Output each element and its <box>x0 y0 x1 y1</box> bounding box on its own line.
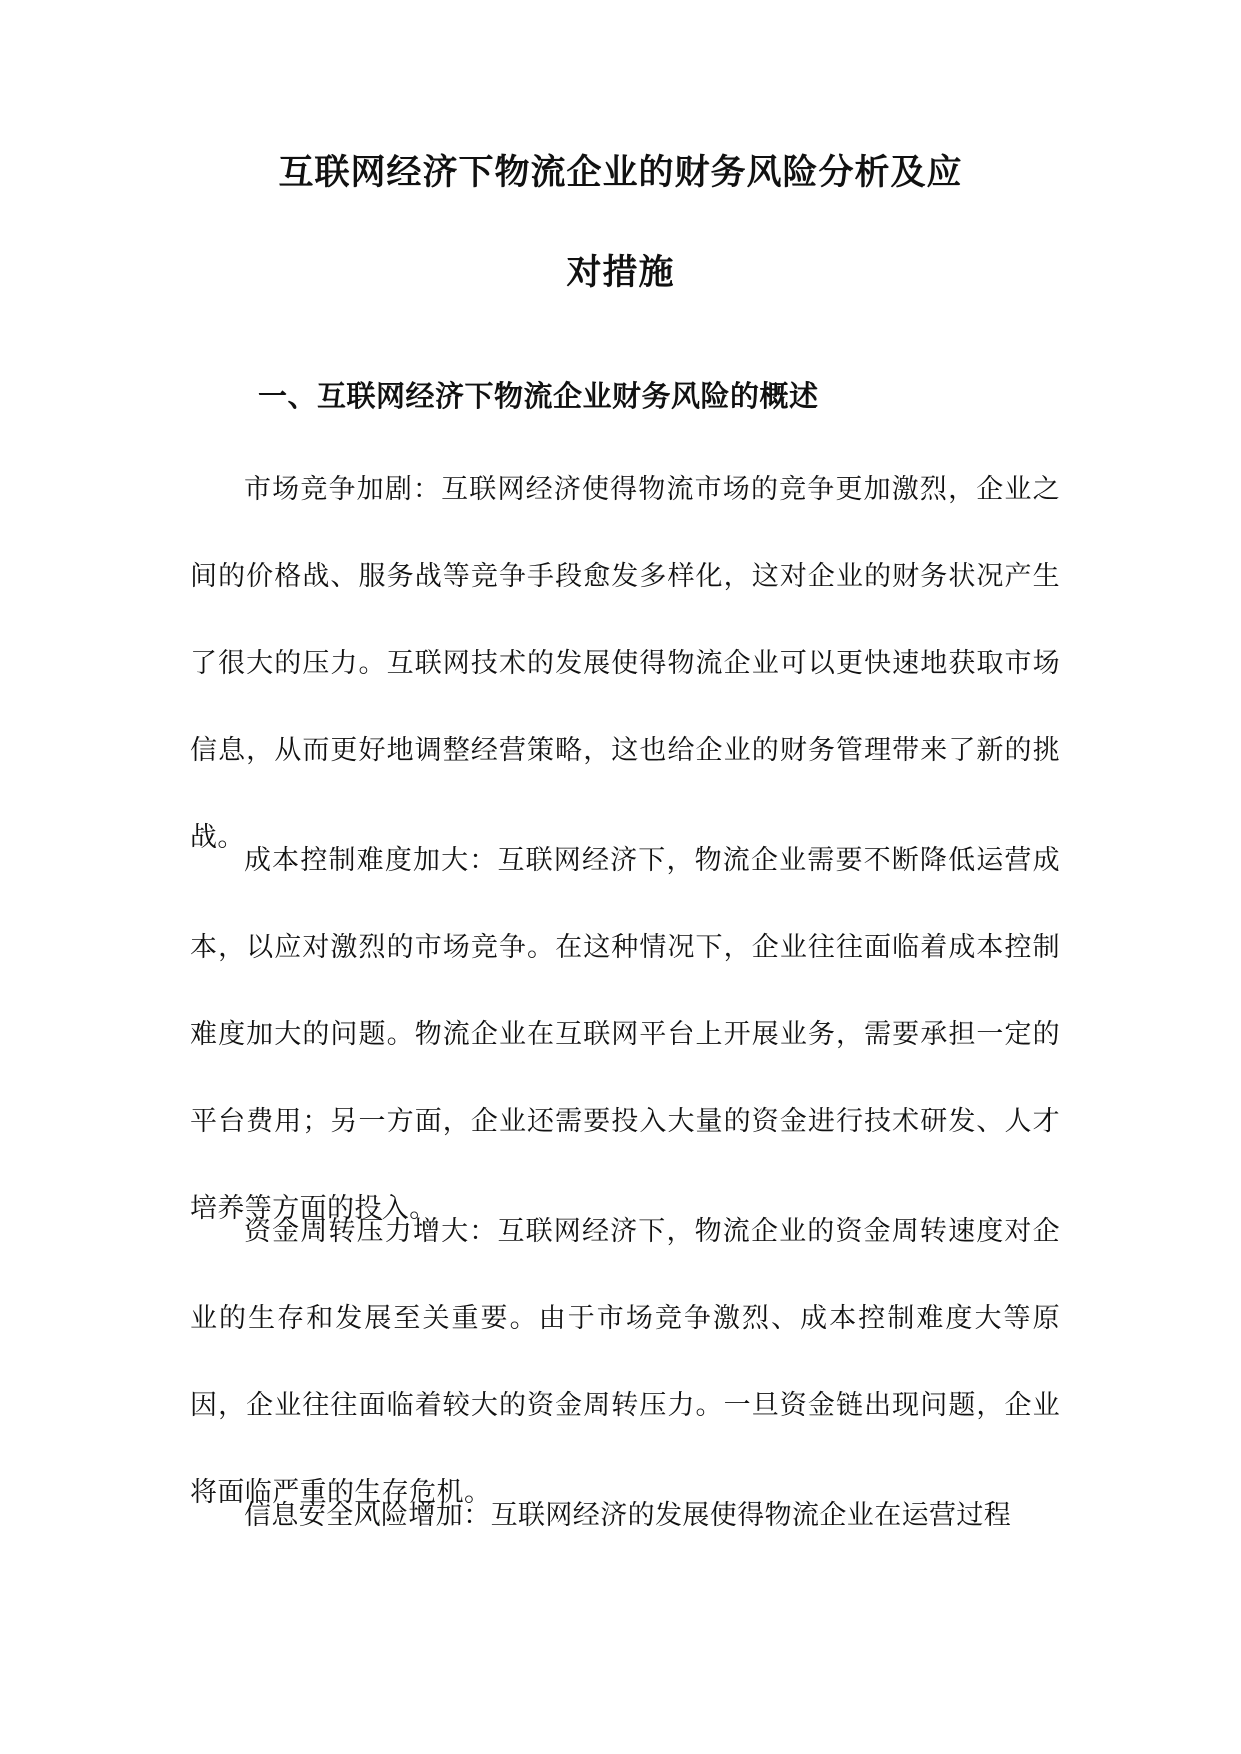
paragraph-cost-control: 成本控制难度加大：互联网经济下，物流企业需要不断降低运营成本，以应对激烈的市场竞争。在这种情况下，企业往往面临着成本控制难度加大的问题。物流企业在互联网平台上开展业务，需要承担一定的平台费用；另一方面，企业还需要投入大量的资金进行技术研发、人才培养等方面的投入。 <box>190 845 1060 1224</box>
section-heading: 一、互联网经济下物流企业财务风险的概述 <box>258 379 819 413</box>
paragraph-capital-turnover: 资金周转压力增大：互联网经济下，物流企业的资金周转速度对企业的生存和发展至关重要。由于市场竞争激烈、成本控制难度大等原因，企业往往面临着较大的资金周转压力。一旦资金链出现问题，企业将面临严重的生存危机。 <box>190 1216 1060 1508</box>
document-title-line-2: 对措施 <box>566 253 675 293</box>
paragraph-market-competition: 市场竞争加剧：互联网经济使得物流市场的竞争更加激烈，企业之间的价格战、服务战等竞争手段愈发多样化，这对企业的财务状况产生了很大的压力。互联网技术的发展使得物流企业可以更快速地获取市场信息，从而更好地调整经营策略，这也给企业的财务管理带来了新的挑战。 <box>190 474 1060 853</box>
document-title-line-1: 互联网经济下物流企业的财务风险分析及应 <box>278 153 963 193</box>
paragraph-information-security: 信息安全风险增加：互联网经济的发展使得物流企业在运营过程 <box>244 1500 1012 1531</box>
